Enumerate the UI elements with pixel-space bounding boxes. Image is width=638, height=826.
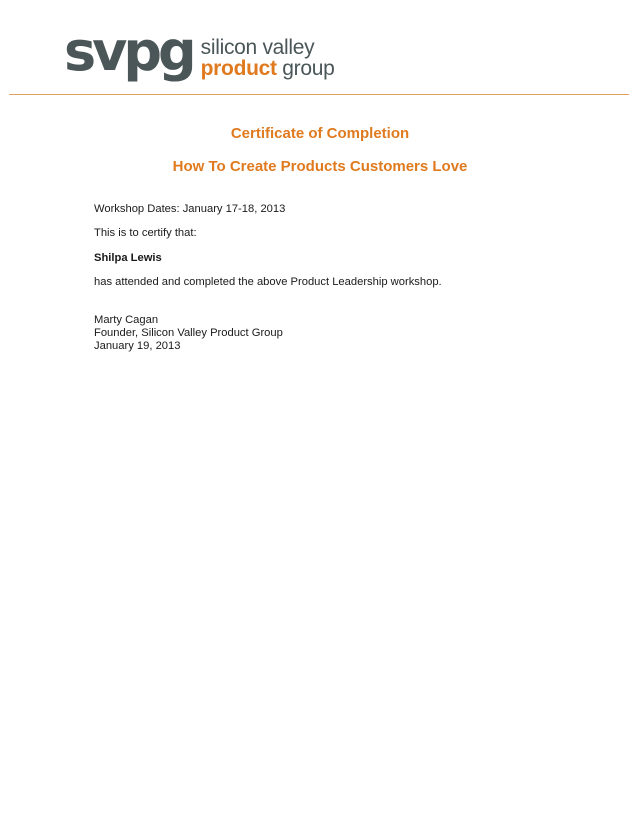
logo-line1: silicon valley xyxy=(200,36,315,59)
workshop-dates: Workshop Dates: January 17-18, 2013 xyxy=(94,203,286,215)
signer-name: Marty Cagan xyxy=(94,314,159,326)
certify-text: This is to certify that: xyxy=(94,227,197,239)
signer-title: Founder, Silicon Valley Product Group xyxy=(94,327,283,339)
course-title-text: How To Create Products Customers Love xyxy=(172,158,468,175)
certificate-title xyxy=(0,125,638,142)
header-divider xyxy=(9,94,629,95)
logo-line2 xyxy=(201,58,335,80)
recipient-name: Shilpa Lewis xyxy=(94,252,162,264)
signed-date: January 19, 2013 xyxy=(94,340,181,352)
logo-rest-word: group xyxy=(276,57,335,80)
logo-wordmark xyxy=(201,34,335,80)
certificate-body xyxy=(94,203,442,353)
svpg-logo xyxy=(64,20,335,84)
logo-accent-word: product xyxy=(200,57,277,80)
certificate-title-text: Certificate of Completion xyxy=(230,125,410,142)
course-title xyxy=(0,158,638,175)
completion-text: has attended and completed the above Product Leadership workshop. xyxy=(94,276,442,288)
logo-mark: svpg xyxy=(64,20,193,83)
